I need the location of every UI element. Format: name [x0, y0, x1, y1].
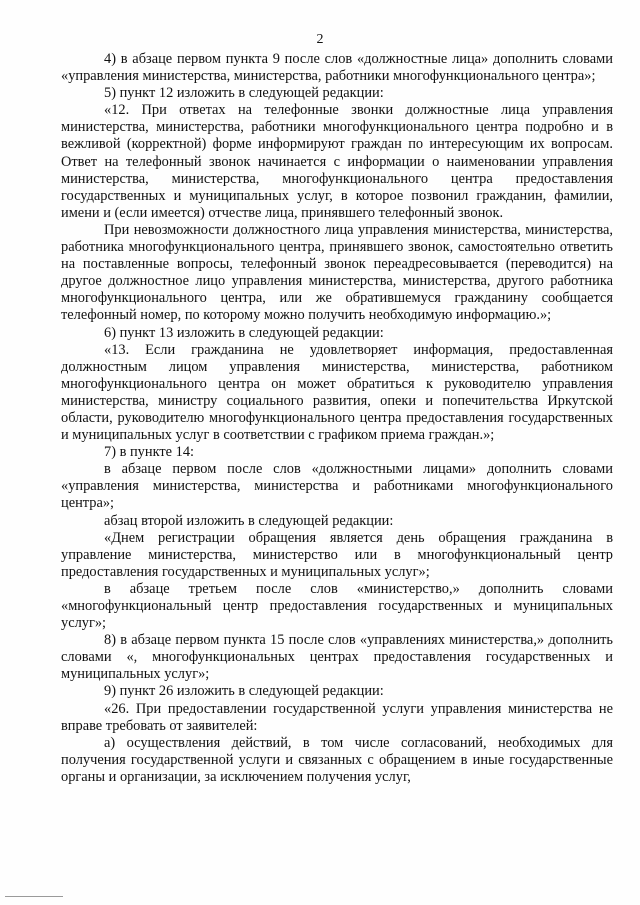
paragraph-clause-12-cont: При невозможности должностного лица управления министерства, министерства, работника многофункционального центра, принявшего звонок, самостоятельно ответить на поставленные вопросы, телефонный звонок переадресовывается (переводится) на другое должностное лицо управления министерства, министерства, другого работника многофункционального центра, или же обратившемуся гражданину сообщается телефонный номер, по которому можно получить необходимую информацию.»;: [61, 221, 613, 324]
paragraph-item-9: 9) пункт 26 изложить в следующей редакции:: [104, 683, 384, 700]
page-number: 2: [316, 32, 324, 47]
document-body: [61, 51, 613, 786]
paragraph-item-5: 5) пункт 12 изложить в следующей редакции:: [104, 85, 384, 102]
paragraph-subitem-a: а) осуществления действий, в том числе согласований, необходимых для получения государственной услуги и связанных с обращением в иные государственные органы и организации, за исключением получения услуг,: [61, 734, 613, 785]
paragraph-item-7-first: в абзаце первом после слов «должностными лицами» дополнить словами «управления министерства, министерства и работниками многофункционального центра»;: [61, 461, 613, 512]
paragraph-item-6: 6) пункт 13 изложить в следующей редакции:: [104, 324, 384, 341]
paragraph-clause-26: «26. При предоставлении государственной услуги управления министерства не вправе требовать от заявителей:: [61, 700, 613, 734]
paragraph-item-7-third: в абзаце третьем после слов «министерство,» дополнить словами «многофункциональный центр предоставления государственных и муниципальных услуг»;: [61, 580, 613, 632]
paragraph-item-7: 7) в пункте 14:: [104, 444, 195, 461]
paragraph-item-4: 4) в абзаце первом пункта 9 после слов «должностные лица» дополнить словами «управления министерства, министерства, работники многофункционального центра»;: [61, 51, 613, 85]
paragraph-item-8: 8) в абзаце первом пункта 15 после слов «управлениях министерства,» дополнить словами «, многофункциональных центрах предоставления государственных и муниципальных услуг»;: [61, 632, 613, 683]
footer-rule: [5, 896, 63, 897]
paragraph-registration-day: «Днем регистрации обращения является день обращения гражданина в управление министерства, министерство или в многофункциональный центр предоставления государственных и муниципальных услуг»;: [61, 529, 613, 580]
paragraph-item-7-second: абзац второй изложить в следующей редакции:: [104, 512, 394, 529]
paragraph-clause-12: «12. При ответах на телефонные звонки должностные лица управления министерства, министерства, работники многофункционального центра подробно и в вежливой (корректной) форме информируют граждан по интересующим их вопросам. Ответ на телефонный звонок начинается с информации о наименовании управления министерства, министерства, многофункционального центра предоставления государственных и муниципальных услуг, в которое позвонил гражданин, фамилии, имени и (если имеется) отчестве лица, принявшего телефонный звонок.: [61, 102, 613, 221]
paragraph-clause-13: «13. Если гражданина не удовлетворяет информация, предоставленная должностным лицом управления министерства, министерства, работником многофункционального центра он может обратиться к руководителю управления министерства, министру социального развития, опеки и попечительства Иркутской области, руководителю многофункционального центра предоставления государственных и муниципальных услуг в соответствии с графиком приема граждан.»;: [61, 341, 613, 444]
